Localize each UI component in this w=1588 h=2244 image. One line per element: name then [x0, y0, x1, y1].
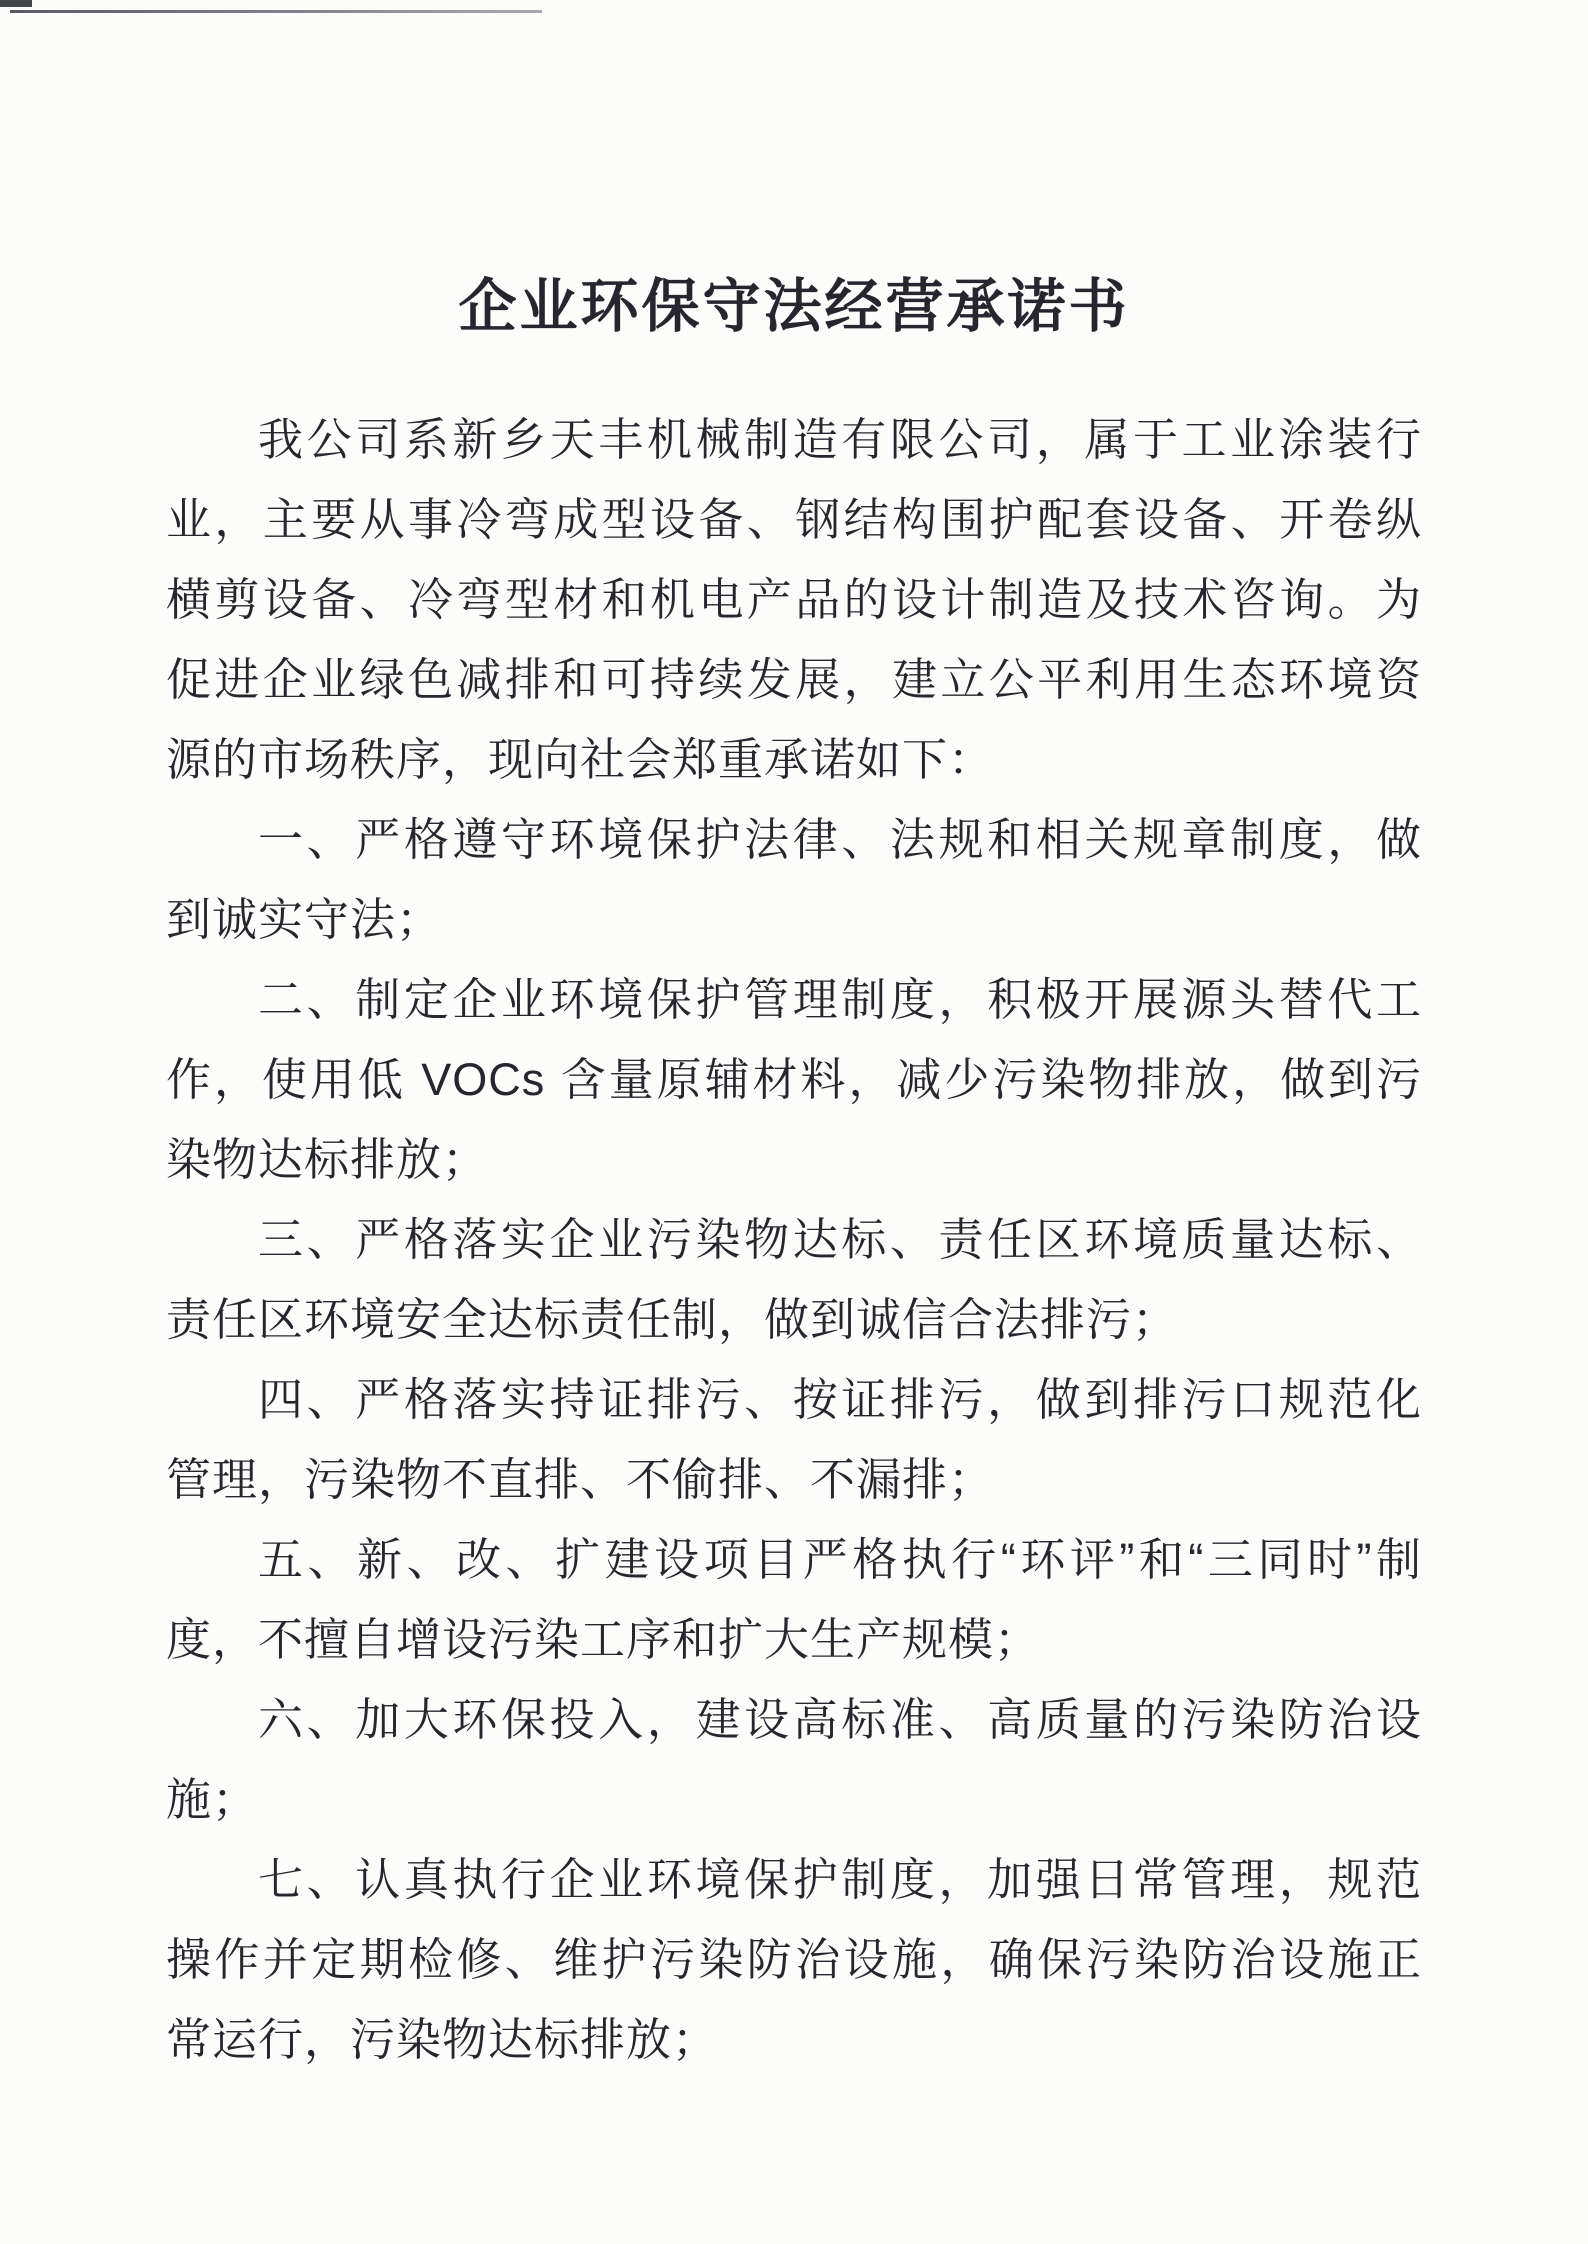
paragraph-item-7 — [166, 1840, 1422, 2080]
document-title: 企业环保守法经营承诺书 — [458, 274, 1130, 339]
paragraph-item-6 — [166, 1680, 1422, 1840]
document-line: 六、加大环保投入，建设高标准、高质量的污染防治设 — [258, 1694, 1422, 1745]
document-line: 促进企业绿色减排和可持续发展，建立公平利用生态环境资 — [166, 654, 1422, 705]
document-line: 度，不擅自增设污染工序和扩大生产规模； — [166, 1614, 1041, 1665]
paragraph-item-4 — [166, 1360, 1422, 1520]
document-line: 七、认真执行企业环境保护制度，加强日常管理，规范 — [258, 1854, 1422, 1905]
document-line: 横剪设备、冷弯型材和机电产品的设计制造及技术咨询。为 — [166, 574, 1422, 625]
paragraph-intro — [166, 400, 1422, 800]
document-line: 业，主要从事冷弯成型设备、钢结构围护配套设备、开卷纵 — [166, 494, 1422, 545]
paragraph-item-2 — [166, 960, 1422, 1200]
document-line: 施； — [166, 1774, 259, 1825]
paragraph-item-1 — [166, 800, 1422, 960]
document-line: 源的市场秩序，现向社会郑重承诺如下： — [166, 734, 995, 785]
document-line: 三、严格落实企业污染物达标、责任区环境质量达标、 — [258, 1214, 1422, 1265]
document-line: 染物达标排放； — [166, 1134, 489, 1185]
document-line: 作，使用低 VOCs 含量原辅材料，减少污染物排放，做到污 — [166, 1054, 1422, 1105]
scan-artifact-corner — [0, 0, 32, 7]
document-line: 我公司系新乡天丰机械制造有限公司，属于工业涂装行 — [258, 414, 1422, 465]
document-line: 五、新、改、扩建设项目严格执行“环评”和“三同时”制 — [258, 1534, 1422, 1585]
document-line: 四、严格落实持证排污、按证排污，做到排污口规范化 — [258, 1374, 1422, 1425]
document-line: 管理，污染物不直排、不偷排、不漏排； — [166, 1454, 995, 1505]
paragraph-item-3 — [166, 1200, 1422, 1360]
paragraph-item-5 — [166, 1520, 1422, 1680]
document-line: 到诚实守法； — [166, 894, 443, 945]
document-line: 一、严格遵守环境保护法律、法规和相关规章制度，做 — [258, 814, 1422, 865]
scan-artifact-line — [10, 10, 542, 13]
document-line: 责任区环境安全达标责任制，做到诚信合法排污； — [166, 1294, 1179, 1345]
document-line: 常运行，污染物达标排放； — [166, 2014, 719, 2065]
document-body — [166, 400, 1422, 2080]
document-line: 二、制定企业环境保护管理制度，积极开展源头替代工 — [258, 974, 1422, 1025]
document-line: 操作并定期检修、维护污染防治设施，确保污染防治设施正 — [166, 1934, 1422, 1985]
